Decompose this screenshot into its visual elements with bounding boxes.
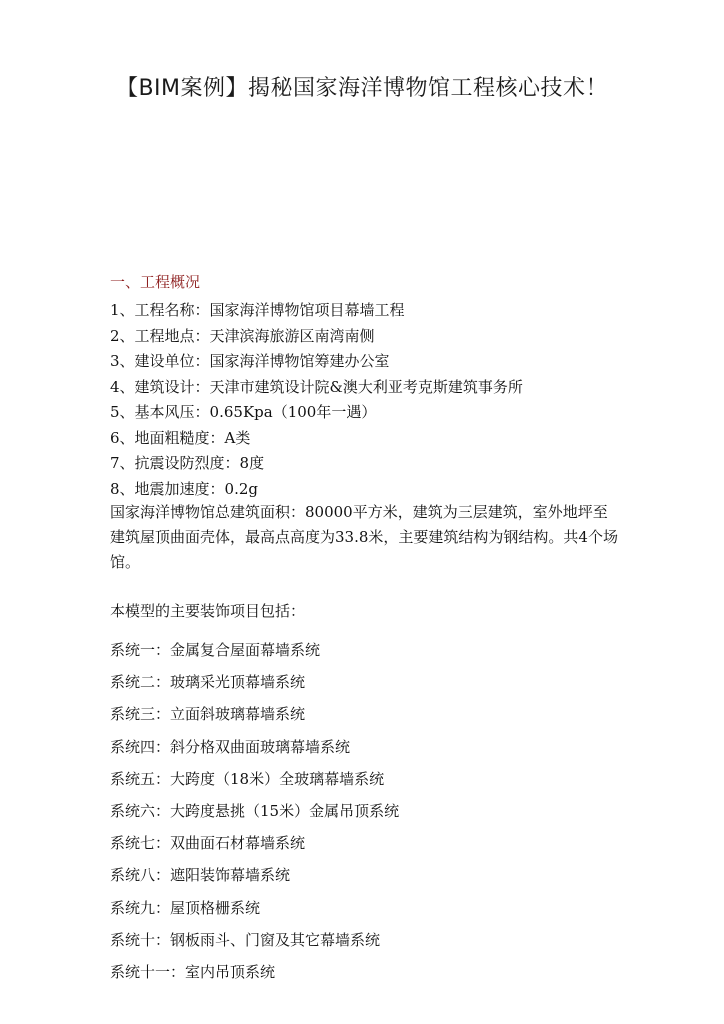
systems-list	[110, 634, 399, 988]
system-item: 系统四：斜分格双曲面玻璃幕墙系统	[110, 737, 351, 756]
system-item: 系统七：双曲面石材幕墙系统	[110, 834, 306, 853]
system-item: 系统六：大跨度悬挑（15米）金属吊顶系统	[110, 801, 400, 820]
fact-item: 6、地面粗糙度：A类	[110, 428, 251, 447]
system-item: 系统十一：室内吊顶系统	[110, 962, 276, 981]
fact-item: 1、工程名称：国家海洋博物馆项目幕墙工程	[110, 301, 405, 319]
fact-item: 8、地震加速度：0.2g	[110, 479, 259, 498]
fact-item: 3、建设单位：国家海洋博物馆筹建办公室	[110, 352, 390, 370]
system-item: 系统十：钢板雨斗、门窗及其它幕墙系统	[110, 930, 381, 949]
system-item: 系统二：玻璃采光顶幕墙系统	[110, 673, 306, 692]
project-facts-list	[110, 298, 523, 502]
system-item: 系统八：遮阳装饰幕墙系统	[110, 866, 291, 885]
intro-paragraph: 本模型的主要装饰项目包括：	[110, 602, 306, 620]
system-item: 系统三：立面斜玻璃幕墙系统	[110, 705, 306, 724]
system-item: 系统一：金属复合屋面幕墙系统	[110, 641, 321, 659]
document-title: 【BIM案例】揭秘国家海洋博物馆工程核心技术！	[115, 76, 609, 101]
fact-item: 2、工程地点：天津滨海旅游区南湾南侧	[110, 326, 375, 345]
section-heading: 一、工程概况	[110, 273, 201, 291]
fact-item: 4、建筑设计：天津市建筑设计院&澳大利亚考克斯建筑事务所	[110, 377, 523, 396]
fact-item: 5、基本风压：0.65Kpa（100年一遇）	[110, 403, 377, 421]
system-item: 系统九：屋顶格栅系统	[110, 898, 261, 917]
fact-item: 7、抗震设防烈度：8度	[110, 454, 265, 472]
system-item: 系统五：大跨度（18米）全玻璃幕墙系统	[110, 769, 385, 788]
summary-paragraph: 国家海洋博物馆总建筑面积：80000平方米，建筑为三层建筑，室外地坪至建筑屋顶曲面壳体，最高点高度为33.8米，主要建筑结构为钢结构。共4个场馆。	[110, 503, 618, 571]
